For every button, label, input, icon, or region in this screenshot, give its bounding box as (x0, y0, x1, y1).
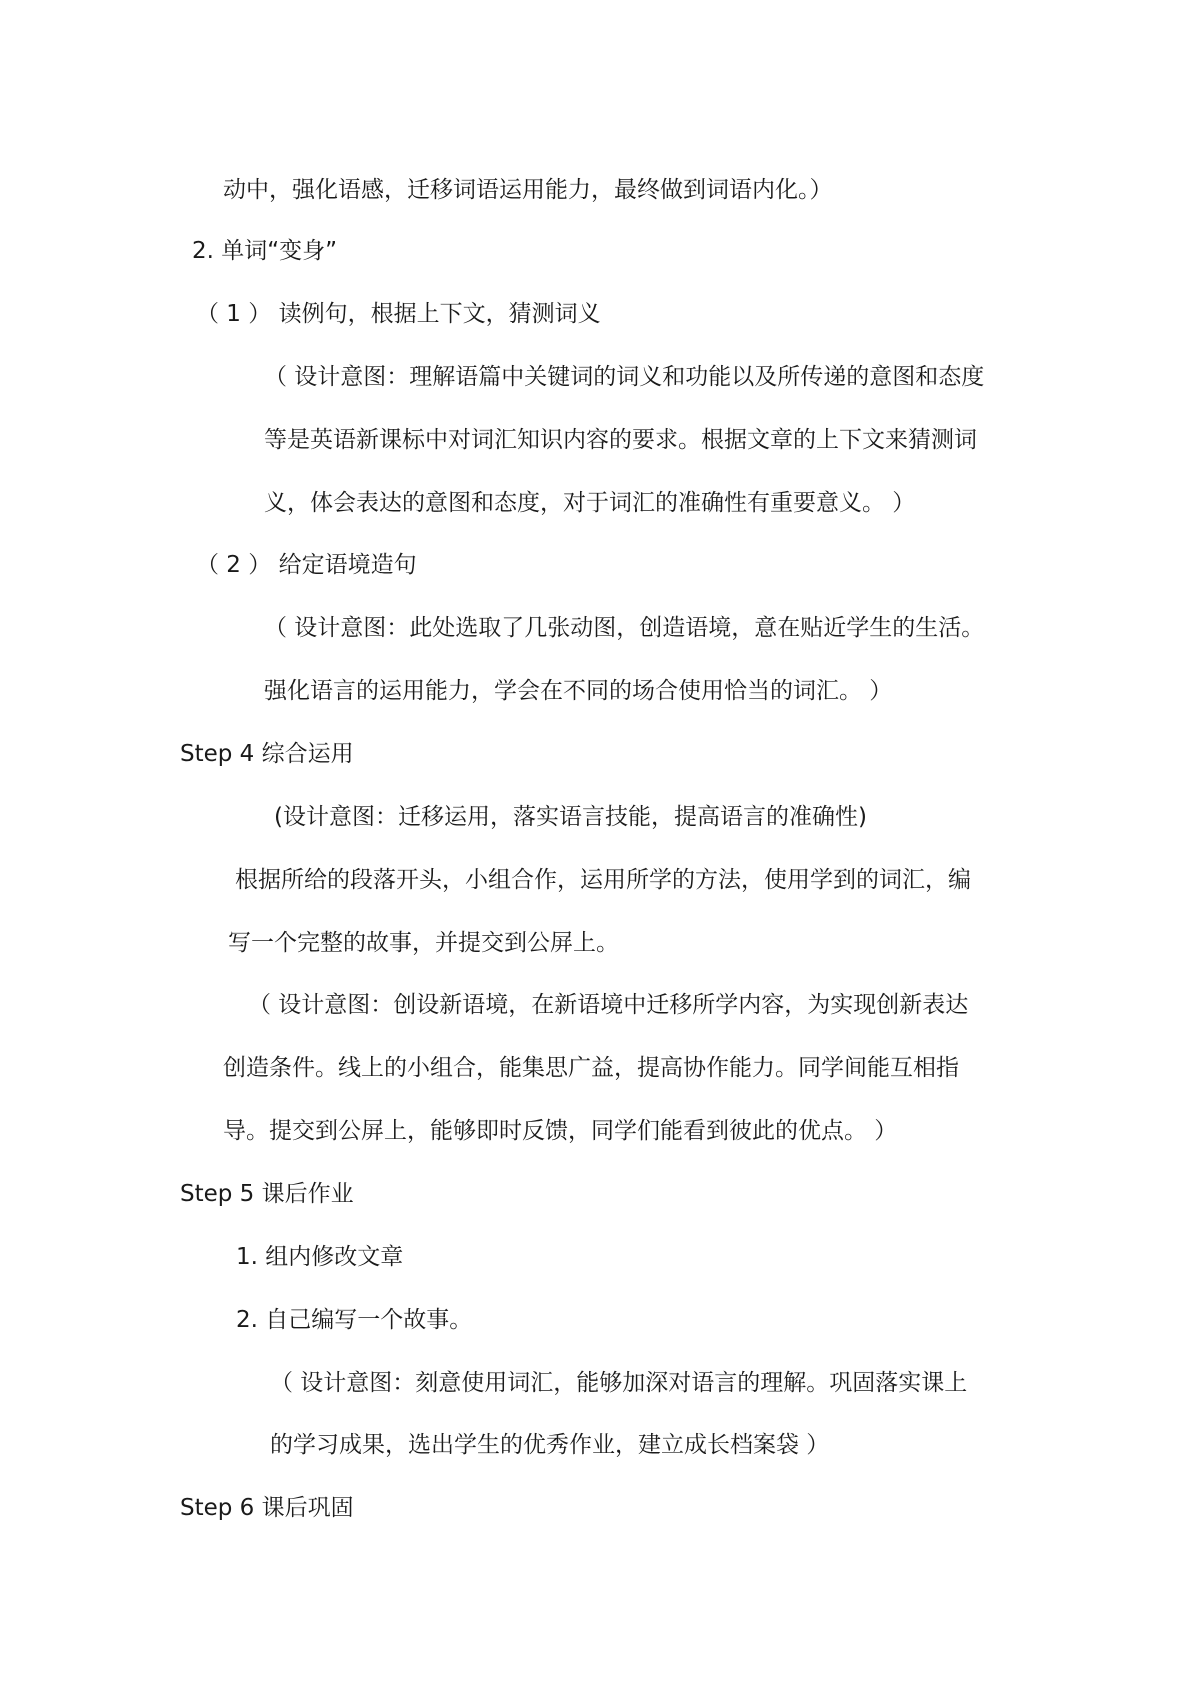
sub-item-heading: （ 2 ） 给定语境造句 (196, 552, 417, 578)
step-heading: Step 4 综合运用 (180, 741, 354, 767)
body-text-line: 根据所给的段落开头，小组合作，运用所学的方法，使用学到的词汇，编 (235, 867, 971, 893)
design-intent-line: （ 设计意图：理解语篇中关键词的词义和功能以及所传递的意图和态度 (264, 364, 985, 390)
step-heading: Step 6 课后巩固 (180, 1495, 354, 1521)
list-item: 1. 组内修改文章 (236, 1244, 404, 1270)
design-intent-line: 强化语言的运用能力，学会在不同的场合使用恰当的词汇。 ） (264, 678, 893, 704)
text-line: 动中，强化语感，迁移词语运用能力，最终做到词语内化。） (223, 177, 833, 203)
design-intent-line: （ 设计意图：创设新语境，在新语境中迁移所学内容，为实现创新表达 (248, 992, 969, 1018)
design-intent-line: 创造条件。线上的小组合，能集思广益，提高协作能力。同学间能互相指 (223, 1055, 959, 1081)
body-text-line: 写一个完整的故事，并提交到公屏上。 (228, 930, 619, 956)
step-heading: Step 5 课后作业 (180, 1181, 354, 1207)
design-intent-line: (设计意图：迁移运用，落实语言技能，提高语言的准确性) (274, 804, 867, 830)
design-intent-line: （ 设计意图：刻意使用词汇，能够加深对语言的理解。巩固落实课上 (270, 1370, 968, 1396)
design-intent-line: （ 设计意图：此处选取了几张动图，创造语境，意在贴近学生的生活。 (264, 615, 985, 641)
design-intent-line: 导。提交到公屏上，能够即时反馈，同学们能看到彼此的优点。 ） (223, 1118, 898, 1144)
list-item: 2. 自己编写一个故事。 (236, 1307, 473, 1333)
design-intent-line: 的学习成果，选出学生的优秀作业，建立成长档案袋 ） (270, 1432, 830, 1458)
sub-item-heading: （ 1 ） 读例句，根据上下文，猜测词义 (196, 301, 601, 327)
design-intent-line: 义，体会表达的意图和态度，对于词汇的准确性有重要意义。 ） (264, 490, 916, 516)
design-intent-line: 等是英语新课标中对词汇知识内容的要求。根据文章的上下文来猜测词 (264, 427, 977, 453)
list-item: 2. 单词“变身” (192, 238, 338, 264)
